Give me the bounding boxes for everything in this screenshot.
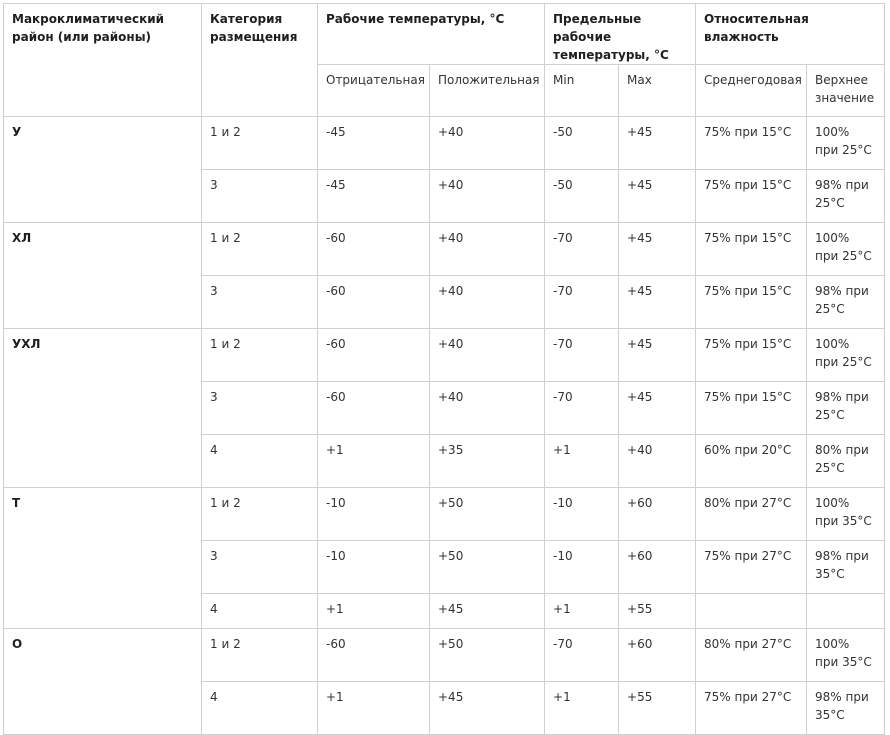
cell-min: +1 xyxy=(545,682,619,735)
cell-up: 98% при 25°С xyxy=(807,276,885,329)
cell-max: +60 xyxy=(619,488,696,541)
cell-cat: 4 xyxy=(202,435,318,488)
cell-pos: +50 xyxy=(430,488,545,541)
cell-pos: +45 xyxy=(430,594,545,629)
cell-min: -10 xyxy=(545,541,619,594)
cell-max: +45 xyxy=(619,170,696,223)
cell-pos: +35 xyxy=(430,435,545,488)
region-cell: Т xyxy=(4,488,202,629)
cell-avg: 80% при 27°С xyxy=(696,488,807,541)
cell-neg: -60 xyxy=(318,382,430,435)
cell-cat: 1 и 2 xyxy=(202,223,318,276)
cell-min: -70 xyxy=(545,382,619,435)
cell-neg: +1 xyxy=(318,594,430,629)
cell-neg: -45 xyxy=(318,117,430,170)
cell-avg xyxy=(696,594,807,629)
cell-avg: 75% при 15°С xyxy=(696,382,807,435)
cell-cat: 3 xyxy=(202,170,318,223)
cell-pos: +40 xyxy=(430,223,545,276)
table-row xyxy=(4,117,885,170)
cell-cat: 3 xyxy=(202,541,318,594)
cell-up: 80% при 25°С xyxy=(807,435,885,488)
header-limit-temperatures: Предельные рабочие температуры, °С xyxy=(545,4,696,65)
cell-up: 100% при 25°С xyxy=(807,223,885,276)
cell-up: 100% при 35°С xyxy=(807,629,885,682)
cell-cat: 3 xyxy=(202,276,318,329)
cell-cat: 3 xyxy=(202,382,318,435)
cell-pos: +45 xyxy=(430,682,545,735)
cell-neg: -10 xyxy=(318,541,430,594)
cell-up: 100% при 35°С xyxy=(807,488,885,541)
cell-up: 98% при 35°С xyxy=(807,541,885,594)
cell-avg: 75% при 15°С xyxy=(696,329,807,382)
cell-max: +45 xyxy=(619,329,696,382)
header-category: Категория размещения xyxy=(202,4,318,117)
cell-cat: 1 и 2 xyxy=(202,629,318,682)
cell-min: -50 xyxy=(545,170,619,223)
cell-min: -70 xyxy=(545,629,619,682)
cell-min: -50 xyxy=(545,117,619,170)
cell-neg: -60 xyxy=(318,276,430,329)
cell-avg: 75% при 15°С xyxy=(696,170,807,223)
cell-max: +40 xyxy=(619,435,696,488)
header-min: Min xyxy=(545,65,619,117)
cell-max: +60 xyxy=(619,541,696,594)
region-cell: ХЛ xyxy=(4,223,202,329)
header-positive: Положительная xyxy=(430,65,545,117)
header-upper: Верхнее значение xyxy=(807,65,885,117)
cell-up: 100% при 25°С xyxy=(807,329,885,382)
cell-cat: 1 и 2 xyxy=(202,329,318,382)
header-humidity: Относительная влажность xyxy=(696,4,885,65)
cell-max: +45 xyxy=(619,382,696,435)
table-row xyxy=(4,223,885,276)
cell-max: +55 xyxy=(619,594,696,629)
cell-min: -70 xyxy=(545,329,619,382)
cell-max: +45 xyxy=(619,223,696,276)
table-body xyxy=(4,117,885,735)
cell-avg: 75% при 27°С xyxy=(696,682,807,735)
table-row xyxy=(4,629,885,682)
cell-pos: +40 xyxy=(430,276,545,329)
cell-max: +45 xyxy=(619,117,696,170)
cell-max: +60 xyxy=(619,629,696,682)
cell-neg: -45 xyxy=(318,170,430,223)
cell-neg: +1 xyxy=(318,435,430,488)
cell-up: 98% при 35°С xyxy=(807,682,885,735)
header-negative: Отрицательная xyxy=(318,65,430,117)
climate-table xyxy=(3,3,885,735)
cell-up: 98% при 25°С xyxy=(807,170,885,223)
header-average: Среднегодовая xyxy=(696,65,807,117)
cell-cat: 1 и 2 xyxy=(202,117,318,170)
header-region: Макроклиматический район (или районы) xyxy=(4,4,202,117)
cell-up: 98% при 25°С xyxy=(807,382,885,435)
cell-pos: +50 xyxy=(430,541,545,594)
region-cell: УХЛ xyxy=(4,329,202,488)
cell-neg: -60 xyxy=(318,223,430,276)
cell-pos: +50 xyxy=(430,629,545,682)
cell-cat: 4 xyxy=(202,682,318,735)
cell-neg: -10 xyxy=(318,488,430,541)
cell-avg: 80% при 27°С xyxy=(696,629,807,682)
cell-cat: 4 xyxy=(202,594,318,629)
table-header xyxy=(4,4,885,117)
cell-neg: +1 xyxy=(318,682,430,735)
cell-up: 100% при 25°С xyxy=(807,117,885,170)
cell-pos: +40 xyxy=(430,117,545,170)
cell-up xyxy=(807,594,885,629)
cell-pos: +40 xyxy=(430,382,545,435)
cell-neg: -60 xyxy=(318,329,430,382)
cell-avg: 75% при 15°С xyxy=(696,117,807,170)
header-max: Max xyxy=(619,65,696,117)
region-cell: О xyxy=(4,629,202,735)
cell-min: -70 xyxy=(545,276,619,329)
cell-pos: +40 xyxy=(430,170,545,223)
cell-avg: 75% при 15°С xyxy=(696,223,807,276)
cell-min: -10 xyxy=(545,488,619,541)
cell-min: +1 xyxy=(545,435,619,488)
table-row xyxy=(4,329,885,382)
cell-avg: 75% при 27°С xyxy=(696,541,807,594)
table-row xyxy=(4,488,885,541)
region-cell: У xyxy=(4,117,202,223)
cell-pos: +40 xyxy=(430,329,545,382)
cell-avg: 75% при 15°С xyxy=(696,276,807,329)
cell-neg: -60 xyxy=(318,629,430,682)
cell-min: -70 xyxy=(545,223,619,276)
cell-max: +55 xyxy=(619,682,696,735)
cell-min: +1 xyxy=(545,594,619,629)
cell-cat: 1 и 2 xyxy=(202,488,318,541)
header-working-temperatures: Рабочие температуры, °С xyxy=(318,4,545,65)
cell-avg: 60% при 20°С xyxy=(696,435,807,488)
cell-max: +45 xyxy=(619,276,696,329)
